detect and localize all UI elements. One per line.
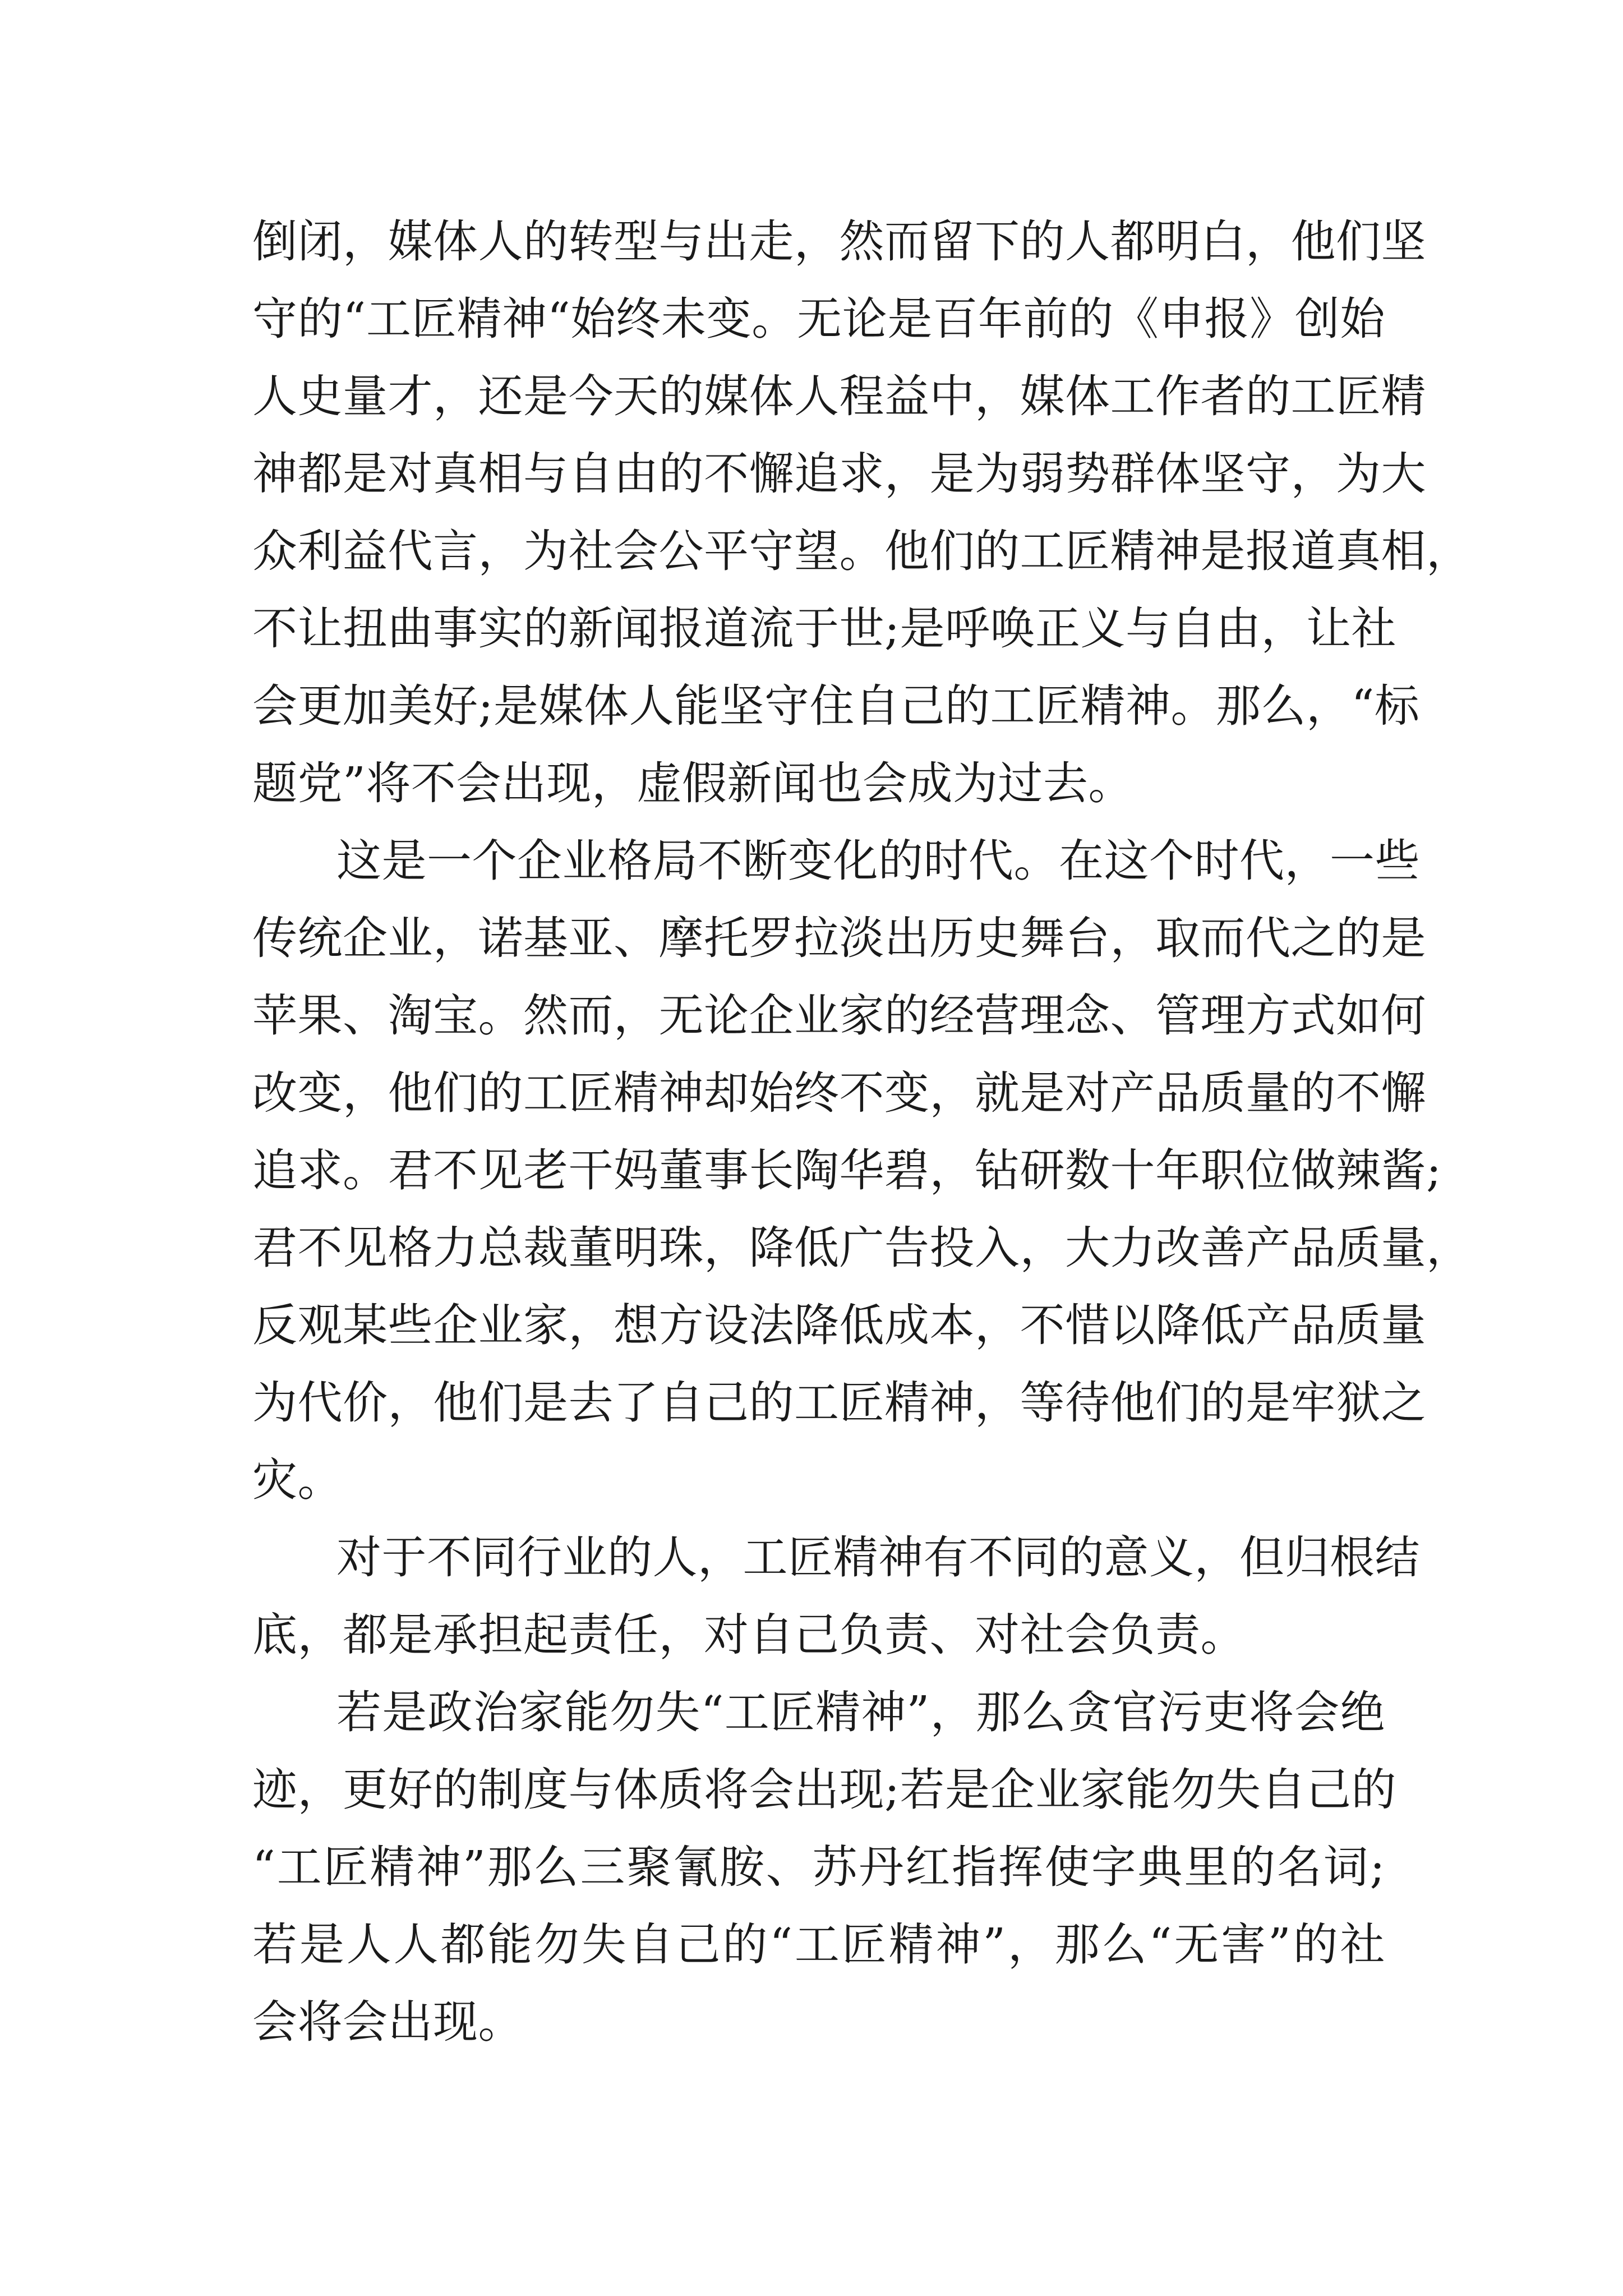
- text-line: 君不见格力总裁董明珠，降低广告投入，大力改善产品质量，: [252, 1222, 1472, 1274]
- text-line: 守的“工匠精神“始终未变。无论是百年前的《申报》创始: [252, 293, 1385, 345]
- text-line: 会更加美好;是媒体人能坚守住自己的工匠精神。那么，“标: [252, 680, 1420, 732]
- text-line: 底，都是承担起责任，对自己负责、对社会负责。: [252, 1609, 1246, 1661]
- text-line: 不让扭曲事实的新闻报道流于世;是呼唤正义与自由，让社: [252, 602, 1396, 655]
- text-line: 改变，他们的工匠精神却始终不变，就是对产品质量的不懈: [252, 1067, 1426, 1119]
- paragraph-first-line: 若是政治家能勿失“工匠精神”，那么贪官污吏将会绝: [336, 1686, 1385, 1738]
- text-line: 若是人人都能勿失自己的“工匠精神”，那么“无害”的社: [252, 1918, 1385, 1971]
- text-line: 神都是对真相与自由的不懈追求，是为弱势群体坚守，为大: [252, 448, 1426, 500]
- text-line: 众利益代言，为社会公平守望。他们的工匠精神是报道真相，: [252, 525, 1472, 577]
- text-line: 苹果、淘宝。然而，无论企业家的经营理念、管理方式如何: [252, 990, 1426, 1042]
- text-line: 迹，更好的制度与体质将会出现;若是企业家能勿失自己的: [252, 1764, 1396, 1816]
- text-line: 灾。: [252, 1454, 343, 1506]
- text-line: 为代价，他们是去了自己的工匠精神，等待他们的是牢狱之: [252, 1377, 1426, 1429]
- paragraph-first-line: 这是一个企业格局不断变化的时代。在这个时代，一些: [336, 835, 1420, 887]
- text-line: 会将会出现。: [252, 1996, 523, 2048]
- text-line: 题党”将不会出现，虚假新闻也会成为过去。: [252, 757, 1133, 809]
- text-line: 追求。君不见老干妈董事长陶华碧，钻研数十年职位做辣酱;: [252, 1144, 1442, 1197]
- text-line: 反观某些企业家，想方设法降低成本，不惜以降低产品质量: [252, 1299, 1426, 1351]
- text-line: 人史量才，还是今天的媒体人程益中，媒体工作者的工匠精: [252, 370, 1426, 422]
- document-body: [252, 203, 1472, 2061]
- text-line: 传统企业，诺基亚、摩托罗拉淡出历史舞台，取而代之的是: [252, 912, 1426, 964]
- text-line: “工匠精神”那么三聚氰胺、苏丹红指挥使字典里的名词;: [252, 1841, 1385, 1893]
- text-line: 倒闭，媒体人的转型与出走，然而留下的人都明白，他们坚: [252, 215, 1426, 268]
- paragraph-first-line: 对于不同行业的人，工匠精神有不同的意义，但归根结: [336, 1531, 1420, 1584]
